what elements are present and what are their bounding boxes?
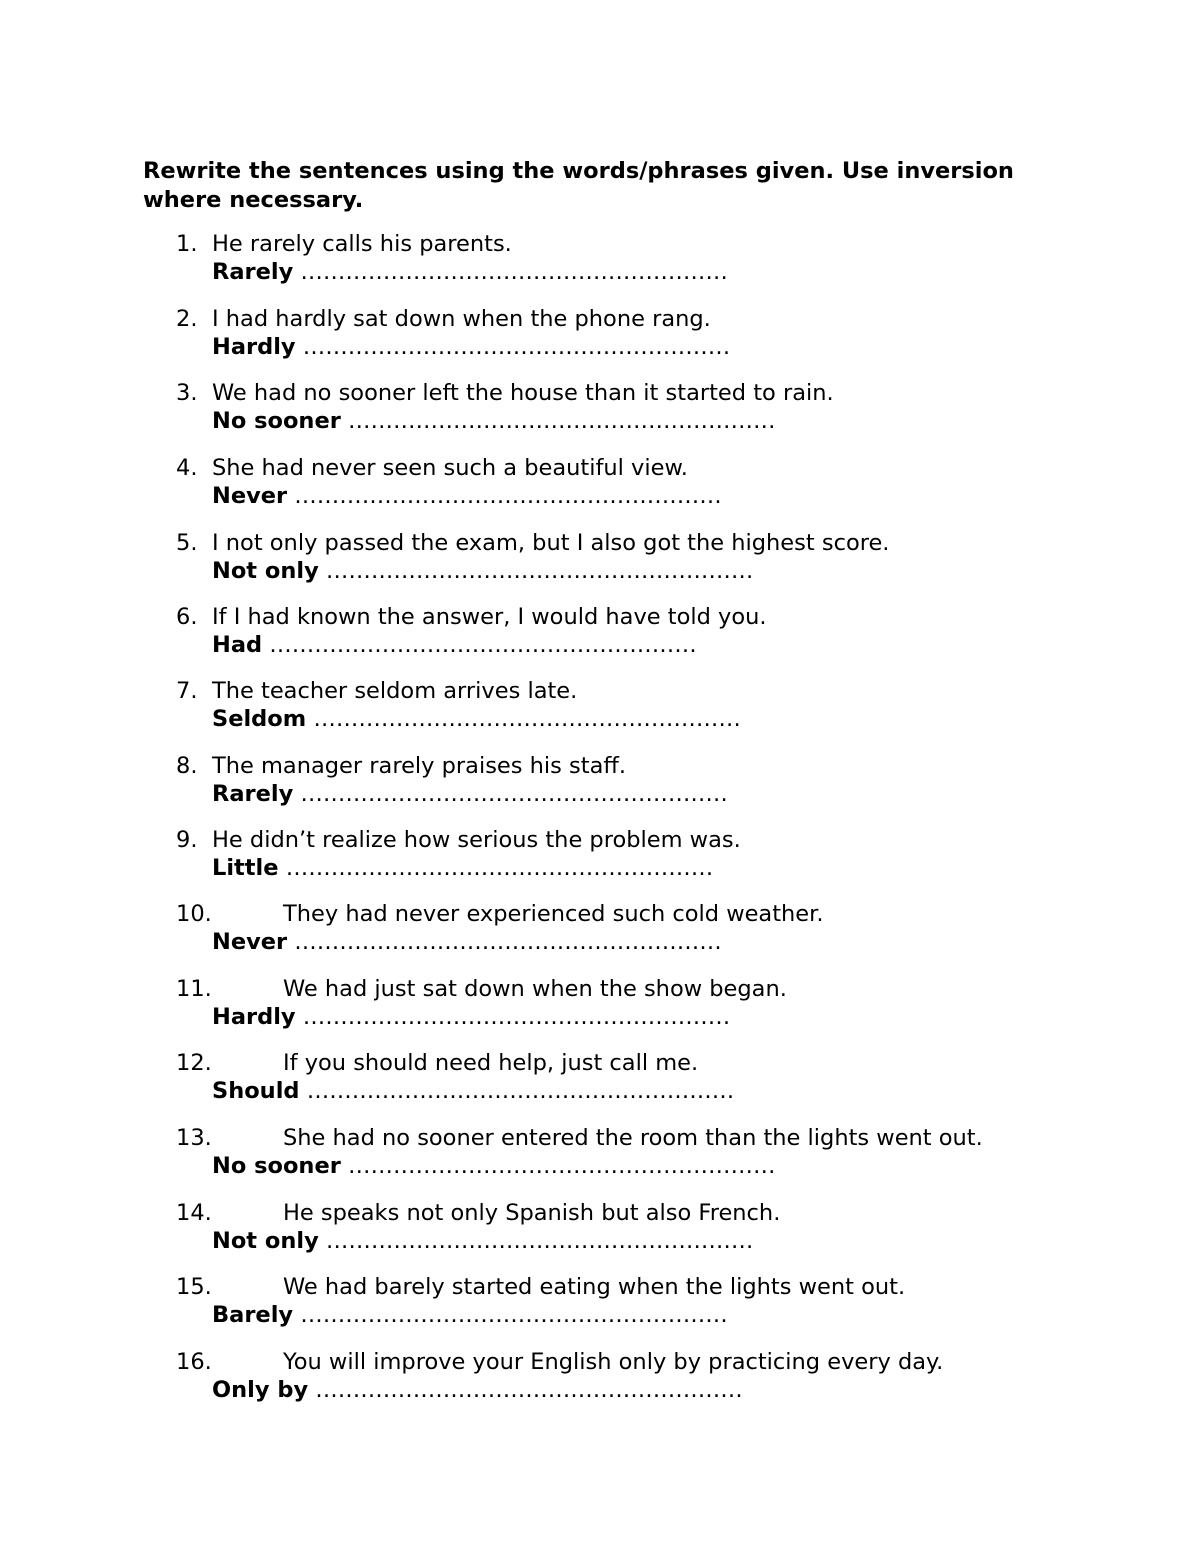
exercise-item [0,603,1200,665]
exercise-item [0,752,1200,814]
answer-line [212,1003,730,1031]
prompt-word: Should [212,1078,300,1104]
item-number: 14. [176,1200,212,1226]
item-number: 7. [176,678,198,704]
exercise-item [0,454,1200,516]
item-sentence: I had hardly sat down when the phone rang. [212,306,711,332]
prompt-word: Rarely [212,259,294,285]
item-number: 1. [176,231,198,257]
exercise-item [0,1348,1200,1410]
answer-dots: ………………………………………………… [306,1078,735,1104]
answer-line [212,631,697,659]
item-sentence: The manager rarely praises his staff. [212,753,627,779]
item-number: 5. [176,530,198,556]
prompt-word: Seldom [212,706,307,732]
exercise-item [0,1273,1200,1335]
answer-line [212,557,753,585]
item-sentence: He rarely calls his parents. [212,231,512,257]
prompt-word: Little [212,855,279,881]
prompt-word: Not only [212,1228,319,1254]
item-sentence: If you should need help, just call me. [283,1050,699,1076]
prompt-word: Had [212,632,263,658]
answer-dots: ………………………………………………… [300,259,728,285]
exercise-item [0,900,1200,962]
prompt-word: No sooner [212,1153,341,1179]
item-number: 15. [176,1274,212,1300]
answer-line [212,854,713,882]
item-sentence: They had never experienced such cold weather. [283,901,824,927]
item-sentence: The teacher seldom arrives late. [212,678,578,704]
item-number: 10. [176,901,212,927]
answer-dots: ………………………………………………… [269,632,697,658]
prompt-word: Barely [212,1302,294,1328]
exercise-item [0,305,1200,367]
instruction-text: Rewrite the sentences using the words/phrases given. Use inversion where necessary. [143,158,1014,213]
item-sentence: You will improve your English only by practicing every day. [283,1349,944,1375]
item-number: 13. [176,1125,212,1151]
answer-dots: ………………………………………………… [313,706,741,732]
answer-line [212,482,722,510]
prompt-word: Never [212,929,288,955]
item-sentence: We had just sat down when the show began. [283,976,787,1002]
item-number: 4. [176,455,198,481]
item-sentence: He speaks not only Spanish but also French. [283,1200,781,1226]
exercise-item [0,826,1200,888]
exercise-item [0,379,1200,441]
item-number: 2. [176,306,198,332]
prompt-word: Never [212,483,288,509]
exercise-item [0,1049,1200,1111]
prompt-word: Only by [212,1377,309,1403]
prompt-word: Hardly [212,334,296,360]
answer-dots: ………………………………………………… [347,1153,776,1179]
answer-dots: ………………………………………………… [285,855,714,881]
item-sentence: We had barely started eating when the lights went out. [283,1274,906,1300]
exercise-item [0,529,1200,591]
item-number: 16. [176,1349,212,1375]
exercise-item [0,230,1200,292]
answer-dots: ………………………………………………… [294,483,722,509]
answer-line [212,1301,728,1329]
item-number: 3. [176,380,198,406]
prompt-word: Rarely [212,781,294,807]
answer-dots: ………………………………………………… [325,1228,754,1254]
item-sentence: He didn’t realize how serious the problem was. [212,827,741,853]
answer-dots: ………………………………………………… [300,1302,728,1328]
answer-line [212,1376,743,1404]
item-number: 9. [176,827,198,853]
item-sentence: If I had known the answer, I would have told you. [212,604,767,630]
item-sentence: She had no sooner entered the room than the lights went out. [283,1125,983,1151]
answer-line [212,1152,775,1180]
item-sentence: We had no sooner left the house than it started to rain. [212,380,834,406]
answer-line [212,1227,753,1255]
item-number: 11. [176,976,212,1002]
prompt-word: Not only [212,558,319,584]
exercise-item [0,1199,1200,1261]
item-number: 12. [176,1050,212,1076]
answer-line [212,1077,734,1105]
exercise-item [0,677,1200,739]
answer-dots: ………………………………………………… [302,1004,731,1030]
answer-dots: ………………………………………………… [315,1377,743,1403]
answer-line [212,258,728,286]
item-sentence: She had never seen such a beautiful view. [212,455,688,481]
item-sentence: I not only passed the exam, but I also got the highest score. [212,530,890,556]
answer-line [212,780,728,808]
answer-dots: ………………………………………………… [347,408,776,434]
answer-dots: ………………………………………………… [325,558,754,584]
item-number: 6. [176,604,198,630]
exercise-item [0,1124,1200,1186]
prompt-word: Hardly [212,1004,296,1030]
answer-dots: ………………………………………………… [302,334,731,360]
answer-line [212,333,730,361]
answer-line [212,928,722,956]
exercise-item [0,975,1200,1037]
item-number: 8. [176,753,198,779]
answer-dots: ………………………………………………… [294,929,722,955]
answer-line [212,705,741,733]
answer-dots: ………………………………………………… [300,781,728,807]
prompt-word: No sooner [212,408,341,434]
answer-line [212,407,775,435]
